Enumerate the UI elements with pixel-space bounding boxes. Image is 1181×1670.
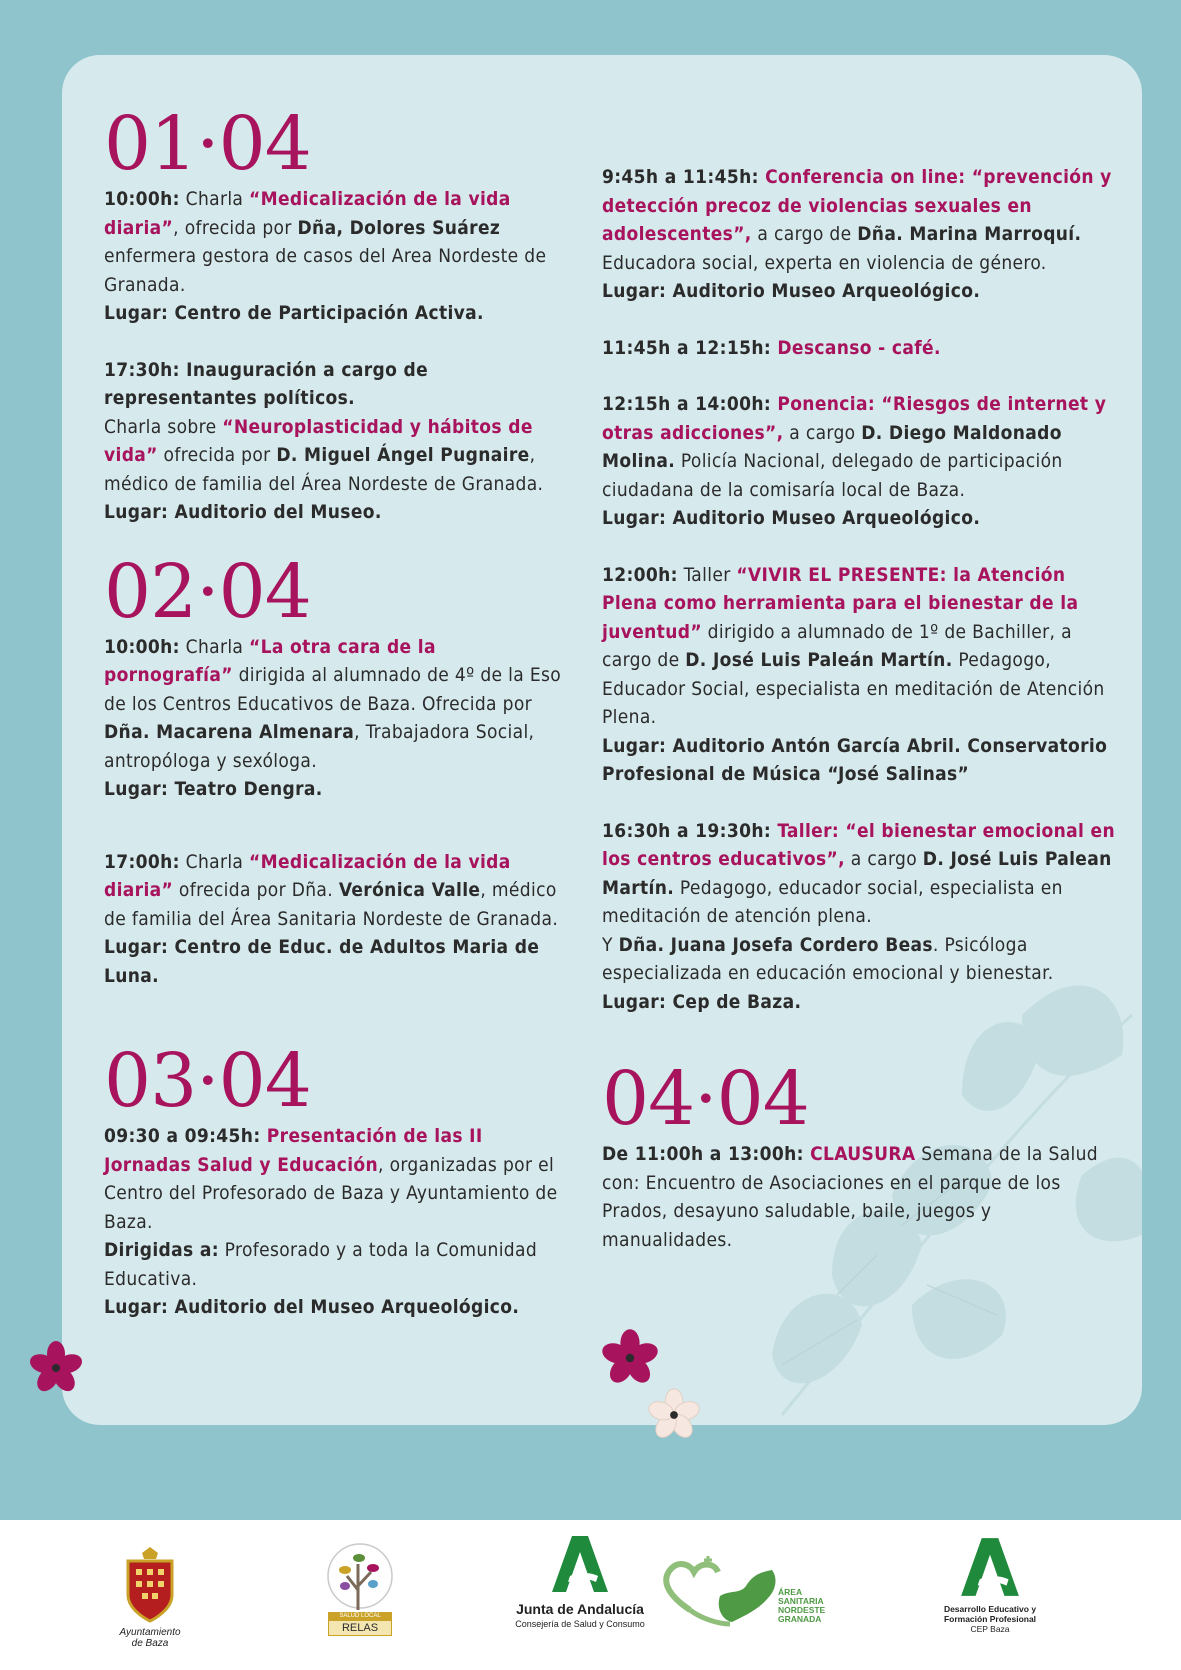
event-place: Lugar: Teatro Dengra. bbox=[104, 778, 323, 800]
event-text: Charla bbox=[179, 635, 250, 658]
event-workshop-mindfulness bbox=[602, 561, 1127, 789]
event-text: , ofrecida por bbox=[173, 216, 298, 239]
baza-name-line: Ayuntamiento bbox=[119, 1627, 181, 1638]
event-02-04-afternoon bbox=[104, 848, 564, 991]
event-place: Lugar: Centro de Educ. de Adultos Maria de Luna. bbox=[104, 936, 540, 987]
event-text: Inauguración a cargo de representantes políticos. bbox=[104, 358, 429, 409]
date-01-04: 01·04 bbox=[104, 101, 311, 187]
logo-relas bbox=[320, 1540, 400, 1636]
event-speaker: D. José Luis Palean Martín. bbox=[602, 848, 1112, 899]
event-workshop-emotional bbox=[602, 817, 1127, 1017]
event-place: Lugar: Auditorio Museo Arqueológico. bbox=[602, 280, 981, 302]
program-panel bbox=[62, 55, 1142, 1425]
event-text: Charla sobre bbox=[104, 415, 223, 438]
event-title: “Neuroplasticidad y hábitos de vida” bbox=[104, 415, 533, 466]
area-label-line: ÁREA bbox=[778, 1587, 803, 1597]
event-time: 16:30h a 19:30h: bbox=[602, 819, 772, 842]
baza-coat-of-arms-icon bbox=[120, 1545, 180, 1623]
event-text: a cargo bbox=[783, 421, 862, 444]
logo-cep-baza bbox=[930, 1534, 1050, 1634]
event-break bbox=[602, 334, 1127, 363]
cep-line: Formación Profesional bbox=[943, 1614, 1037, 1624]
event-place: Lugar: Cep de Baza. bbox=[602, 990, 802, 1013]
event-place: Lugar: Auditorio del Museo. bbox=[104, 501, 382, 523]
junta-andalucia-a-icon bbox=[957, 1534, 1023, 1600]
event-speaker: D. Diego Maldonado Molina. bbox=[602, 421, 1062, 472]
logo-area-sanitaria bbox=[660, 1550, 860, 1630]
relas-badge: SALUD LOCAL bbox=[328, 1612, 392, 1620]
event-title: Presentación de las II Jornadas Salud y Educación bbox=[104, 1125, 483, 1176]
event-place: Lugar: Auditorio del Museo Arqueológico. bbox=[104, 1296, 520, 1318]
event-title: “VIVIR EL PRESENTE: la Atención Plena como herramienta para el bienestar de la juventud” bbox=[602, 563, 1079, 643]
event-title: Taller: “el bienestar emocional en los centros educativos”, bbox=[602, 819, 1116, 870]
area-label-line: NORDESTE bbox=[778, 1605, 826, 1615]
event-title: CLAUSURA bbox=[803, 1143, 916, 1165]
date-04-04: 04·04 bbox=[602, 1056, 809, 1142]
event-speaker: D. Miguel Ángel Pugnaire bbox=[276, 444, 530, 466]
event-title: “Medicalización de la vida diaria” bbox=[104, 850, 511, 901]
event-text: a cargo bbox=[845, 848, 923, 870]
area-sanitaria-label bbox=[778, 1588, 825, 1624]
event-place: Lugar: Centro de Participación Activa. bbox=[104, 302, 484, 324]
footer-logos bbox=[0, 1520, 1181, 1670]
right-column bbox=[602, 55, 1127, 1282]
event-text: , organizadas por el Centro del Profesorado de Baza y Ayuntamiento de Baza. bbox=[104, 1153, 558, 1233]
event-time: 11:45h a 12:15h: bbox=[602, 336, 772, 359]
cep-line: Desarrollo Educativo y bbox=[943, 1604, 1037, 1614]
event-time: 10:00h: bbox=[104, 188, 180, 210]
event-time: 09:30 a 09:45h: bbox=[104, 1125, 261, 1147]
logo-junta-andalucia bbox=[500, 1532, 660, 1630]
date-03-04: 03·04 bbox=[104, 1038, 311, 1124]
event-text: Semana de la Salud con: Encuentro de Asociaciones en el parque de los Prados, desayuno saludable, baile, juegos y manualidades. bbox=[602, 1143, 1099, 1251]
event-text: dirigida al alumnado de 4º de la Eso de los Centros Educativos de Baza. Ofrecida por bbox=[104, 664, 562, 715]
event-text: dirigido a alumnado de 1º de Bachiller, a cargo de bbox=[602, 620, 1072, 671]
event-speaker: D. José Luis Paleán Martín. bbox=[685, 649, 953, 671]
event-text: Educadora social, experta en violencia de género. bbox=[602, 251, 1047, 274]
event-text: . Psicóloga especializada en educación emocional y bienestar. bbox=[602, 933, 1054, 984]
event-text: Profesorado y a toda la Comunidad Educativa. bbox=[104, 1239, 538, 1290]
event-time: 17:00h: bbox=[104, 850, 180, 873]
event-time: 9:45h a 11:45h: bbox=[602, 166, 759, 188]
event-speaker: Dña. Macarena Almenara bbox=[104, 721, 355, 743]
event-time: 17:30h: bbox=[104, 358, 180, 381]
event-title: “La otra cara de la pornografía” bbox=[104, 635, 436, 686]
event-ponencia bbox=[602, 390, 1127, 533]
event-place: Lugar: Auditorio Museo Arqueológico. bbox=[602, 507, 981, 529]
event-title: “Medicalización de la vida diaria” bbox=[104, 188, 511, 239]
event-time: 12:15h a 14:00h: bbox=[602, 393, 772, 415]
event-speaker: Dña, Dolores Suárez bbox=[297, 216, 501, 239]
event-01-04-morning bbox=[104, 185, 564, 328]
event-place: Lugar: Auditorio Antón García Abril. Conservatorio Profesional de Música “José Salinas” bbox=[602, 734, 1108, 785]
event-text: Charla bbox=[179, 850, 250, 873]
event-time: 10:00h: bbox=[104, 635, 180, 658]
event-text: Pedagogo, educador social, especialista en meditación de atención plena. bbox=[602, 876, 1063, 927]
event-02-04-morning bbox=[104, 633, 564, 804]
event-text: ofrecida por Dña. bbox=[173, 879, 339, 901]
left-column bbox=[104, 55, 564, 1350]
event-text: , Trabajadora Social, antropóloga y sexóloga. bbox=[104, 721, 535, 772]
event-speaker: Dña. Juana Josefa Cordero Beas bbox=[618, 933, 933, 956]
date-02-04: 02·04 bbox=[104, 548, 311, 635]
event-speaker: Verónica Valle bbox=[338, 879, 481, 901]
flower-icon bbox=[598, 1326, 662, 1390]
event-speaker: Dña. Marina Marroquí. bbox=[857, 223, 1082, 245]
event-text: Policía Nacional, delegado de participación ciudadana de la comisaría local de Baza. bbox=[602, 450, 1063, 501]
event-time: De 11:00h a 13:00h: bbox=[602, 1143, 804, 1165]
logo-ayuntamiento-baza bbox=[100, 1545, 200, 1649]
junta-department: Consejería de Salud y Consumo bbox=[515, 1619, 645, 1629]
event-title: Descanso - café. bbox=[771, 336, 941, 359]
event-text: , médico de familia del Área Nordeste de Granada. bbox=[104, 444, 544, 495]
event-text: , médico de familia del Área Sanitaria Nordeste de Granada. bbox=[104, 879, 559, 930]
event-text: Charla bbox=[179, 188, 250, 210]
event-title: Ponencia: “Riesgos de internet y otras adicciones”, bbox=[602, 393, 1107, 444]
tree-icon bbox=[325, 1540, 395, 1620]
junta-andalucia-a-icon bbox=[548, 1532, 612, 1596]
event-text: Taller bbox=[677, 563, 737, 586]
event-03-04 bbox=[104, 1122, 564, 1322]
event-closing bbox=[602, 1140, 1127, 1254]
flower-icon bbox=[26, 1338, 86, 1398]
baza-name-line: de Baza bbox=[131, 1638, 169, 1649]
event-time: 12:00h: bbox=[602, 563, 678, 586]
flower-icon bbox=[645, 1386, 703, 1444]
event-audience-label: Dirigidas a: bbox=[104, 1239, 219, 1261]
area-label-line: GRANADA bbox=[778, 1614, 822, 1624]
event-text: Pedagogo, Educador Social, especialista en meditación de Atención Plena. bbox=[602, 649, 1105, 728]
event-conference bbox=[602, 163, 1127, 306]
event-text: ofrecida por bbox=[157, 444, 277, 466]
heart-map-icon bbox=[660, 1550, 790, 1630]
area-label-line: SANITARIA bbox=[778, 1596, 824, 1606]
event-text: Y bbox=[602, 933, 619, 956]
event-title: Conferencia on line: “prevención y detección precoz de violencias sexuales en adolescentes”, bbox=[602, 166, 1112, 245]
event-text: a cargo de bbox=[751, 223, 858, 245]
junta-name: Junta de Andalucía bbox=[516, 1601, 644, 1617]
cep-line: CEP Baza bbox=[970, 1624, 1010, 1634]
event-01-04-afternoon bbox=[104, 356, 564, 527]
relas-name: RELAS bbox=[328, 1620, 392, 1636]
event-text: enfermera gestora de casos del Area Nordeste de Granada. bbox=[104, 245, 547, 296]
